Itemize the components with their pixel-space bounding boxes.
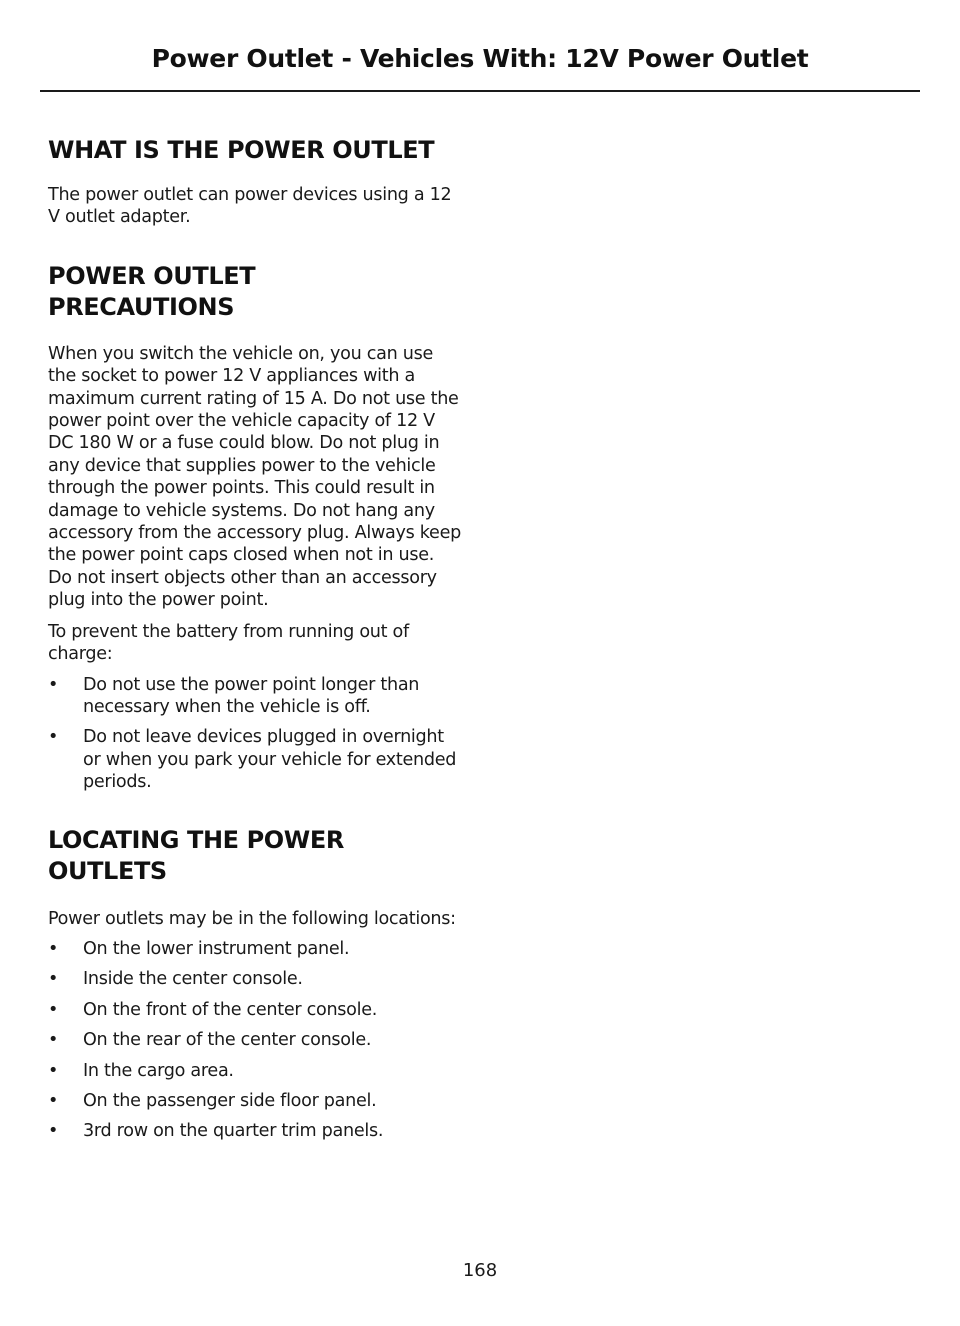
bullet-icon: •: [48, 999, 59, 1020]
list-item: [48, 674, 462, 719]
list-item: [48, 1090, 462, 1112]
header-divider: [40, 90, 920, 92]
list-item-text: On the rear of the center console.: [83, 1030, 372, 1051]
list-item: [48, 1060, 462, 1082]
list-item-text: On the passenger side floor panel.: [83, 1090, 377, 1111]
precautions-bullet-list: [48, 674, 462, 794]
list-item: [48, 1120, 462, 1142]
heading-line: POWER OUTLET: [48, 261, 256, 290]
section-paragraph: Power outlets may be in the following locations:: [48, 908, 456, 929]
list-item-text: On the lower instrument panel.: [83, 938, 350, 959]
section-paragraph: When you switch the vehicle on, you can use the socket to power 12 V appliances with a maximum current rating of 15 A. Do not use the power point over the vehicle capacity of 12 V DC 180 W or a fuse could blow. Do not plug in any device that supplies power to the vehicle through the power points. This could result in damage to vehicle systems. Do not hang any accessory from the accessory plug. Always keep the power point caps closed when not in use. Do not insert objects other than an accessory plug into the power point.: [48, 343, 461, 611]
list-item: [48, 726, 462, 793]
section-heading-locating: [48, 825, 462, 887]
bullet-icon: •: [48, 1090, 59, 1111]
page-header-title: Power Outlet - Vehicles With: 12V Power Outlet: [151, 44, 809, 73]
bullet-icon: •: [48, 1121, 59, 1142]
list-item-text: On the front of the center console.: [83, 999, 378, 1020]
page-number: 168: [462, 1260, 498, 1281]
list-item: [48, 1029, 462, 1051]
section-heading-precautions: [48, 261, 462, 323]
heading-line: PRECAUTIONS: [48, 292, 235, 321]
list-item-text: 3rd row on the quarter trim panels.: [83, 1121, 384, 1142]
list-item-text: Do not leave devices plugged in overnight or when you park your vehicle for extended periods.: [83, 727, 457, 793]
bullet-icon: •: [48, 727, 59, 748]
list-item-text: Inside the center console.: [83, 969, 303, 990]
heading-line: LOCATING THE POWER: [48, 825, 344, 854]
list-item-text: In the cargo area.: [83, 1060, 234, 1081]
bullet-icon: •: [48, 969, 59, 990]
section-paragraph: To prevent the battery from running out of charge:: [48, 621, 409, 665]
bullet-icon: •: [48, 1030, 59, 1051]
bullet-icon: •: [48, 674, 59, 695]
list-item: [48, 968, 462, 990]
section-heading-what-is: WHAT IS THE POWER OUTLET: [48, 136, 435, 164]
list-item-text: Do not use the power point longer than necessary when the vehicle is off.: [83, 674, 420, 717]
bullet-icon: •: [48, 938, 59, 959]
bullet-icon: •: [48, 1060, 59, 1081]
list-item: [48, 938, 462, 960]
section-paragraph: The power outlet can power devices using a 12 V outlet adapter.: [48, 185, 452, 228]
main-column: [48, 134, 462, 1143]
locations-bullet-list: [48, 938, 462, 1143]
heading-line: OUTLETS: [48, 856, 167, 885]
list-item: [48, 999, 462, 1021]
